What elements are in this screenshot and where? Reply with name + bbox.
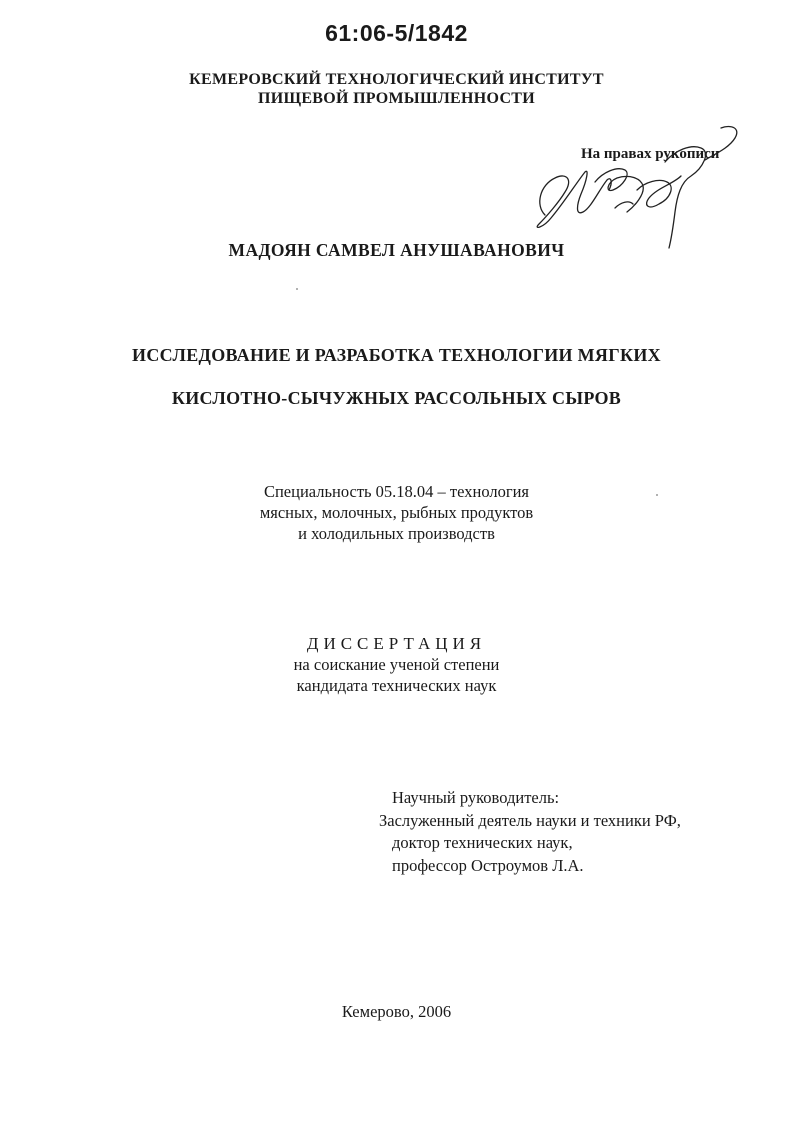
specialty-block [0,481,793,544]
specialty-line-1: Специальность 05.18.04 – технология [263,482,530,501]
institute-line-2: ПИЩЕВОЙ ПРОМЫШЛЕННОСТИ [257,90,536,107]
dissertation-title [0,345,793,409]
specialty-line-2: мясных, молочных, рыбных продуктов [259,503,534,522]
scan-speck [656,494,658,496]
institute-line-1: КЕМЕРОВСКИЙ ТЕХНОЛОГИЧЕСКИЙ ИНСТИТУТ [189,71,604,88]
supervisor-line-3: профессор Остроумов Л.А. [392,855,584,875]
dissertation-block [0,633,793,696]
supervisor-line-2: доктор технических наук, [392,833,573,852]
dissertation-heading: ДИССЕРТАЦИЯ [306,634,487,653]
manuscript-note: На правах рукописи [581,146,720,162]
title-line-2: КИСЛОТНО-СЫЧУЖНЫХ РАССОЛЬНЫХ СЫРОВ [171,388,622,408]
dissertation-line-1: на соискание ученой степени [293,655,500,674]
supervisor-label: Научный руководитель: [392,788,560,807]
institute-name [0,70,793,108]
supervisor-block [379,787,681,877]
author-name: МАДОЯН САМВЕЛ АНУШАВАНОВИЧ [228,240,565,260]
specialty-line-3: и холодильных производств [298,524,495,543]
supervisor-line-1: Заслуженный деятель науки и техники РФ, [379,810,681,830]
title-line-1: ИССЛЕДОВАНИЕ И РАЗРАБОТКА ТЕХНОЛОГИИ МЯГКИХ [132,345,661,365]
scan-speck [296,288,298,290]
place-year: Кемерово, 2006 [341,1002,452,1021]
archive-code: 61:06-5/1842 [325,20,468,46]
dissertation-line-2: кандидата технических наук [296,676,497,695]
handwritten-signature [525,120,755,260]
